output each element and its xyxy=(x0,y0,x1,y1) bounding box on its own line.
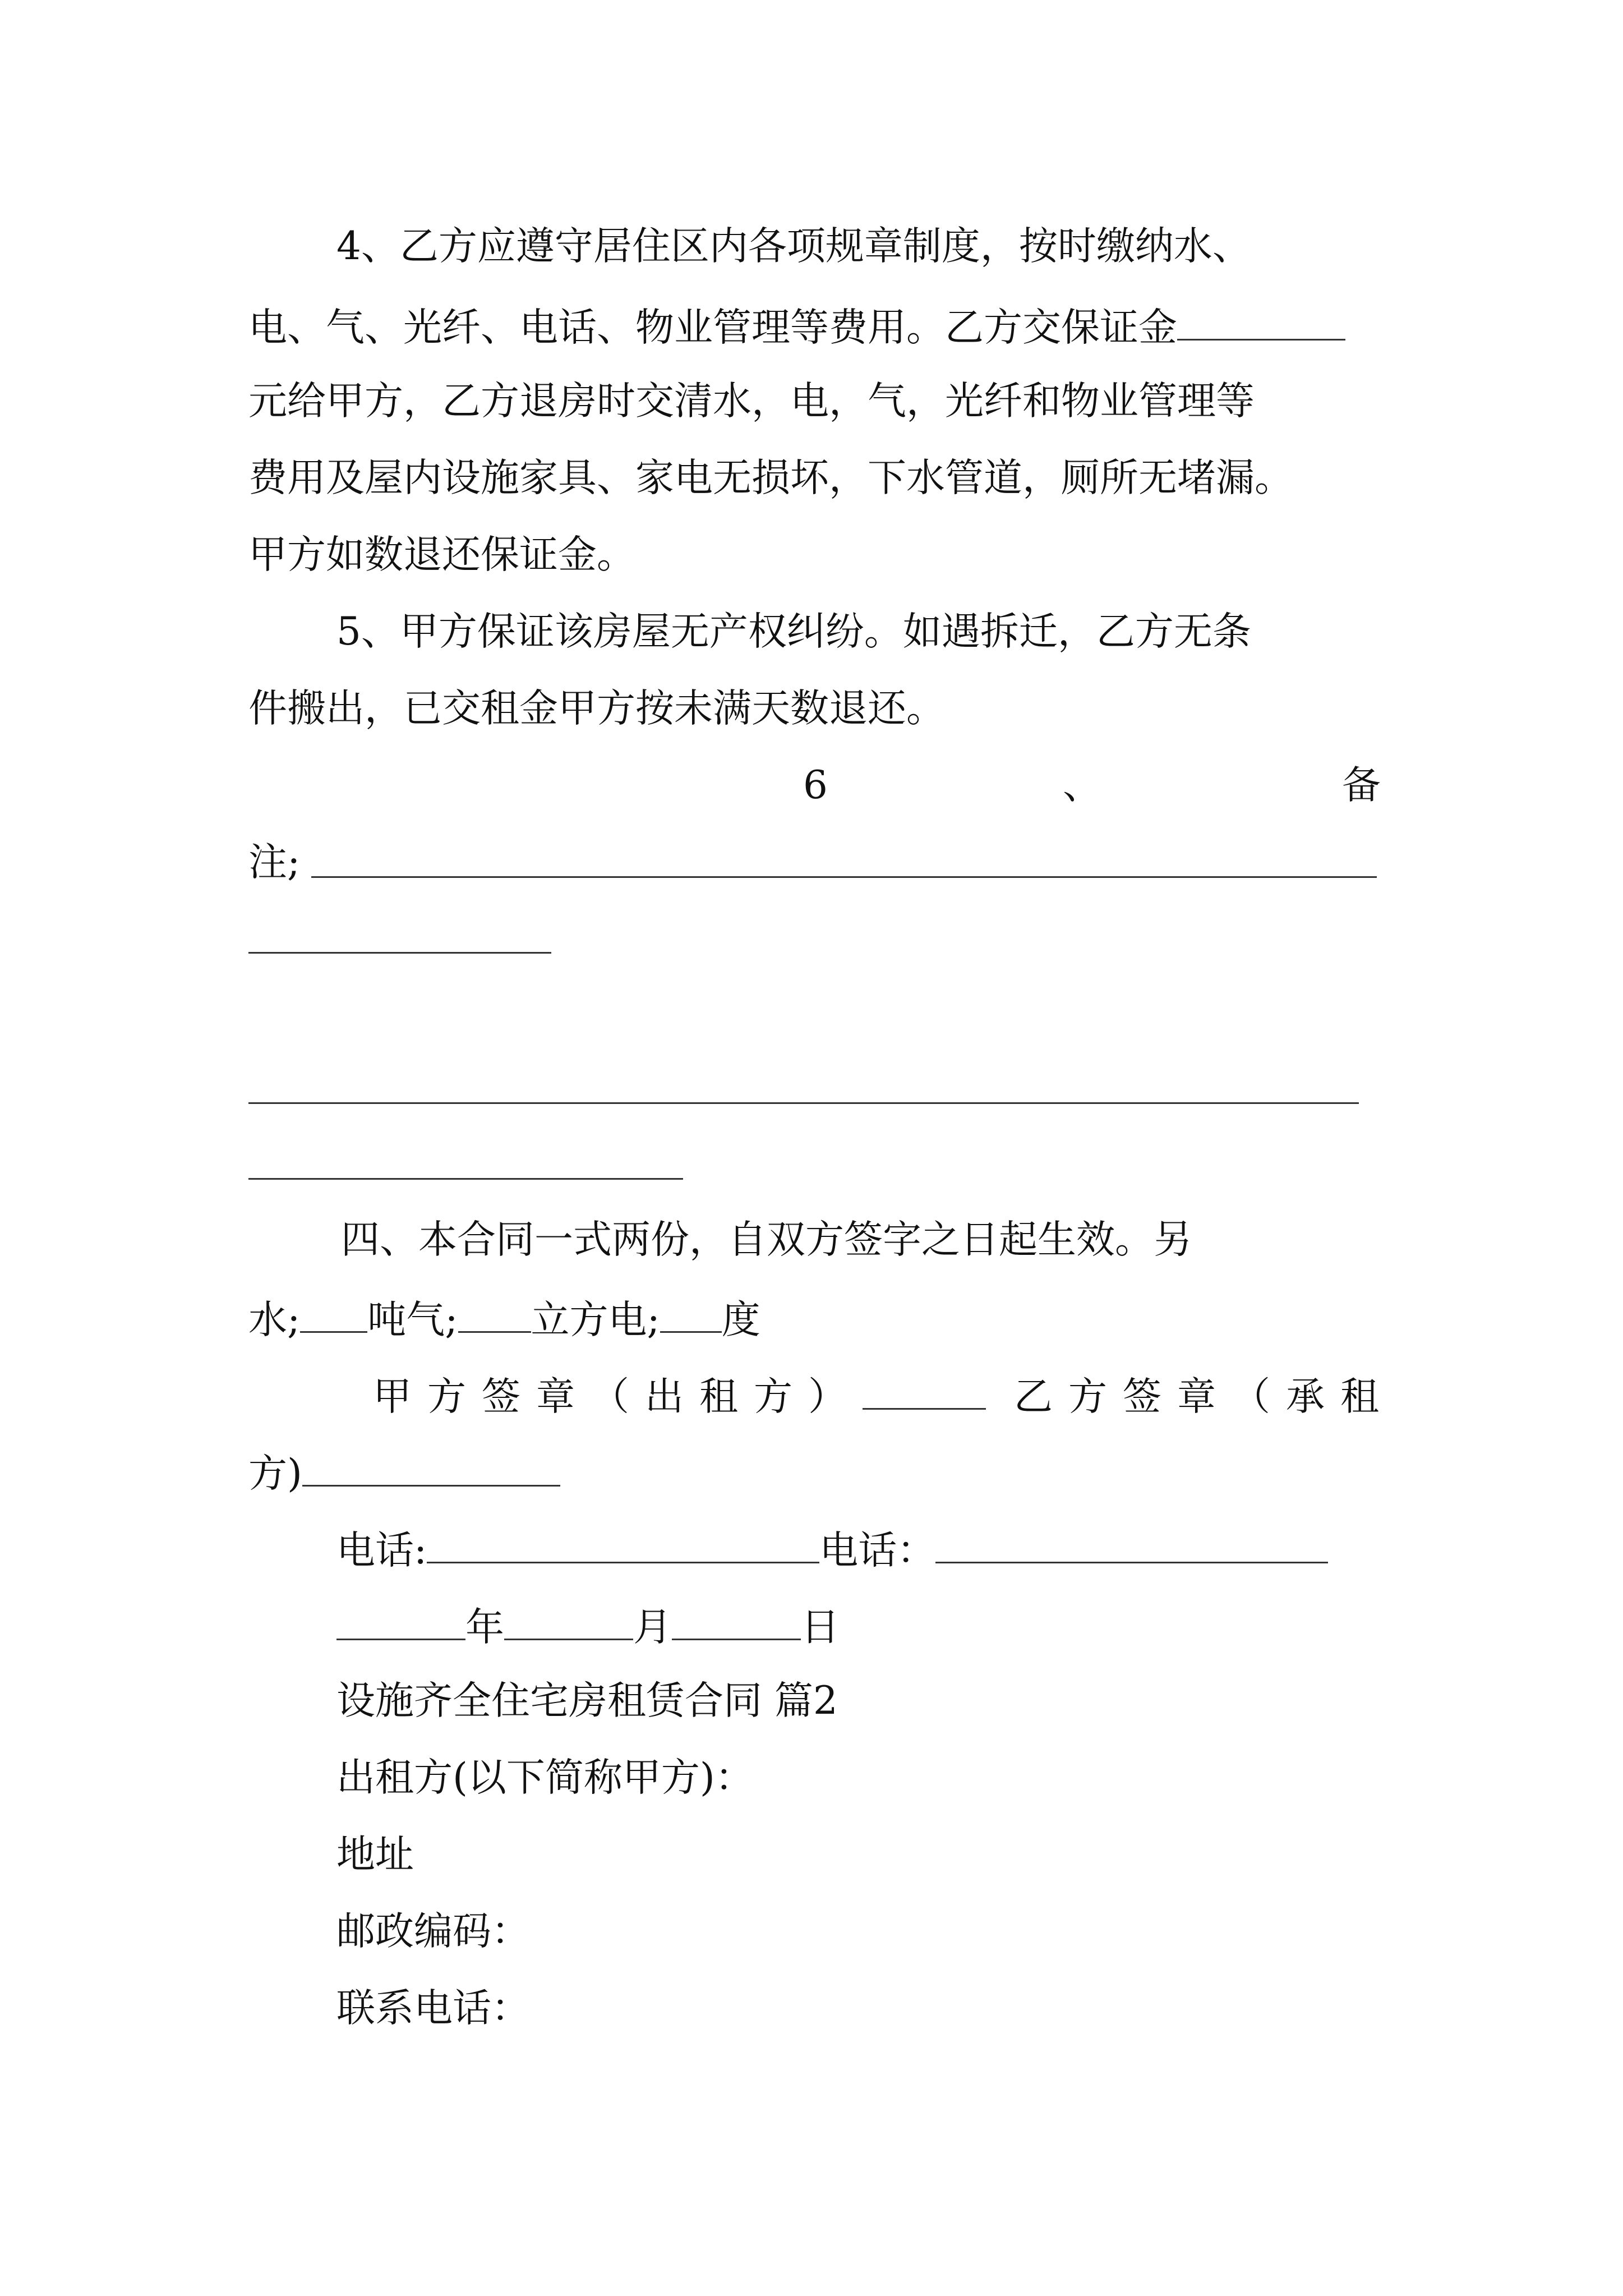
clause-4-line-2-text: 电、气、光纤、电话、物业管理等费用。乙方交保证金 xyxy=(248,305,1177,350)
gas-blank[interactable] xyxy=(458,1297,531,1333)
party-a-phone-label: 电话: xyxy=(336,1528,427,1573)
party-a-signature-label: 甲方签章（出租方） xyxy=(373,1374,863,1419)
clause-4-line-2 xyxy=(248,305,1345,350)
party-a-signature-blank[interactable] xyxy=(863,1374,986,1410)
gas-label: 吨气; xyxy=(367,1297,458,1342)
signature-line xyxy=(373,1374,1395,1419)
lessor-heading: 出租方(以下简称甲方)： xyxy=(336,1755,754,1800)
remarks-blank-4[interactable] xyxy=(248,1178,683,1180)
party-b-signature-label: 乙方签章（承租 xyxy=(1014,1374,1395,1419)
water-blank[interactable] xyxy=(300,1297,367,1333)
remarks-blank-2[interactable] xyxy=(248,952,551,954)
clause-6-char-bei: 备 xyxy=(1342,763,1381,808)
party-b-phone-blank[interactable] xyxy=(935,1528,1328,1563)
signature-line-2 xyxy=(248,1451,560,1496)
year-blank[interactable] xyxy=(336,1605,465,1640)
electricity-blank[interactable] xyxy=(660,1297,722,1333)
party-b-phone-label: 电话： xyxy=(819,1528,936,1573)
remarks-label: 注; xyxy=(248,840,301,885)
phone-line xyxy=(336,1528,1328,1573)
meter-readings-line xyxy=(248,1297,760,1340)
day-label: 日 xyxy=(801,1605,840,1650)
water-label: 水; xyxy=(248,1297,301,1342)
clause-4-line-1: 4、乙方应遵守居住区内各项规章制度，按时缴纳水、 xyxy=(336,224,1251,269)
contact-phone-label: 联系电话： xyxy=(336,1986,530,2031)
day-blank[interactable] xyxy=(672,1605,801,1640)
clause-4-line-4: 费用及屋内设施家具、家电无损坏，下水管道，厕所无堵漏。 xyxy=(248,455,1293,500)
party-b-signature-label-end: 方) xyxy=(248,1451,302,1496)
clause-6-number: 6 xyxy=(803,763,828,808)
deposit-amount-blank[interactable] xyxy=(1177,305,1345,341)
clause-4-line-3: 元给甲方，乙方退房时交清水，电，气，光纤和物业管理等 xyxy=(248,379,1255,424)
address-label: 地址 xyxy=(336,1832,414,1877)
date-line xyxy=(336,1605,840,1650)
month-blank[interactable] xyxy=(504,1605,633,1640)
section-4-line-1: 四、本合同一式两份，自双方签字之日起生效。另 xyxy=(341,1217,1192,1262)
clause-5-line-1: 5、甲方保证该房屋无产权纠纷。如遇拆迁，乙方无条 xyxy=(336,609,1251,654)
year-label: 年 xyxy=(465,1605,504,1650)
clause-5-line-2: 件搬出，已交租金甲方按未满天数退还。 xyxy=(248,686,945,731)
remarks-blank-1[interactable] xyxy=(311,876,1377,878)
clause-6-separator: 、 xyxy=(1063,763,1101,808)
party-b-signature-blank[interactable] xyxy=(302,1451,560,1487)
remarks-blank-3[interactable] xyxy=(248,1102,1359,1104)
clause-4-line-5: 甲方如数退还保证金。 xyxy=(248,532,635,577)
postal-code-label: 邮政编码： xyxy=(336,1909,530,1954)
month-label: 月 xyxy=(633,1605,672,1650)
contract-title-part-2: 设施齐全住宅房租赁合同 篇2 xyxy=(336,1678,838,1723)
party-a-phone-blank[interactable] xyxy=(427,1528,819,1563)
electricity-label: 立方电; xyxy=(531,1297,660,1342)
degree-unit: 度 xyxy=(721,1297,760,1342)
